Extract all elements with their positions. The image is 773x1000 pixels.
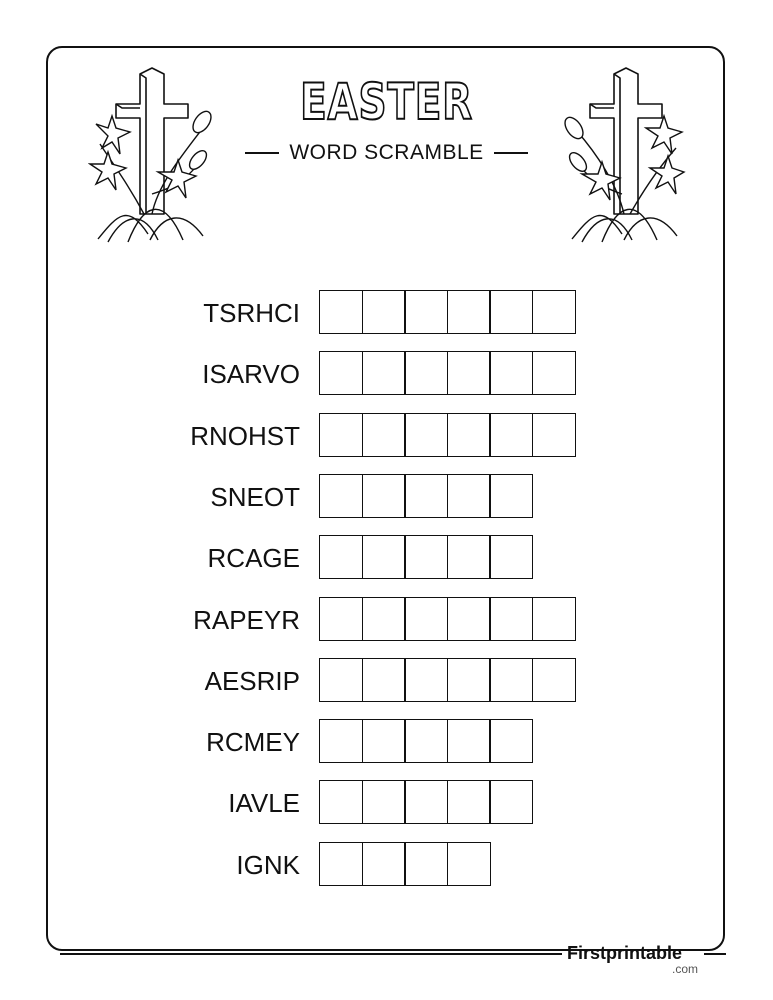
letter-box[interactable] — [489, 474, 533, 518]
subtitle-dash-left — [245, 152, 279, 154]
letter-box[interactable] — [404, 842, 448, 886]
brand-name: Firstprintable — [567, 943, 683, 963]
letter-box[interactable] — [319, 719, 363, 763]
letter-box[interactable] — [489, 535, 533, 579]
letter-box[interactable] — [319, 597, 363, 641]
answer-boxes — [319, 535, 532, 579]
letter-box[interactable] — [532, 351, 576, 395]
letter-box[interactable] — [447, 780, 491, 824]
scrambled-word: RAPEYR — [193, 604, 300, 635]
letter-box[interactable] — [447, 351, 491, 395]
page-title: EASTER — [300, 73, 473, 131]
brand-line-left — [60, 953, 562, 955]
letter-box[interactable] — [362, 535, 406, 579]
scrambled-word: TSRHCI — [203, 298, 300, 328]
letter-box[interactable] — [319, 658, 363, 702]
brand-suffix: .com — [672, 962, 699, 976]
letter-box[interactable] — [362, 351, 406, 395]
puzzle-row — [0, 290, 773, 336]
letter-box[interactable] — [447, 658, 491, 702]
letter-box[interactable] — [489, 351, 533, 395]
letter-box[interactable] — [532, 597, 576, 641]
puzzle-row — [0, 351, 773, 397]
puzzle-row — [0, 474, 773, 520]
letter-box[interactable] — [404, 535, 448, 579]
letter-box[interactable] — [532, 290, 576, 334]
letter-box[interactable] — [404, 351, 448, 395]
letter-box[interactable] — [532, 658, 576, 702]
scrambled-word: IGNK — [236, 849, 300, 880]
letter-box[interactable] — [362, 597, 406, 641]
letter-box[interactable] — [532, 413, 576, 457]
answer-boxes — [319, 658, 574, 702]
letter-box[interactable] — [489, 780, 533, 824]
letter-box[interactable] — [319, 413, 363, 457]
letter-box[interactable] — [404, 658, 448, 702]
letter-box[interactable] — [489, 658, 533, 702]
answer-boxes — [319, 780, 532, 824]
answer-boxes — [319, 474, 532, 518]
letter-box[interactable] — [447, 842, 491, 886]
scrambled-word: AESRIP — [204, 665, 300, 696]
letter-box[interactable] — [362, 780, 406, 824]
scrambled-word: ISARVO — [202, 359, 300, 390]
letter-box[interactable] — [447, 719, 491, 763]
letter-box[interactable] — [362, 290, 406, 334]
answer-boxes — [319, 719, 532, 763]
answer-boxes — [319, 842, 489, 886]
puzzle-row — [0, 842, 773, 888]
letter-box[interactable] — [447, 290, 491, 334]
letter-box[interactable] — [489, 290, 533, 334]
letter-box[interactable] — [362, 658, 406, 702]
puzzle-row — [0, 597, 773, 643]
puzzle-row — [0, 719, 773, 765]
answer-boxes — [319, 413, 574, 457]
letter-box[interactable] — [404, 780, 448, 824]
letter-box[interactable] — [404, 719, 448, 763]
letter-box[interactable] — [447, 413, 491, 457]
scrambled-word: RCMEY — [206, 727, 300, 758]
letter-box[interactable] — [362, 719, 406, 763]
answer-boxes — [319, 351, 574, 395]
letter-box[interactable] — [447, 474, 491, 518]
letter-box[interactable] — [319, 351, 363, 395]
letter-box[interactable] — [319, 535, 363, 579]
letter-box[interactable] — [362, 474, 406, 518]
scrambled-word: RCAGE — [207, 543, 300, 574]
letter-box[interactable] — [404, 413, 448, 457]
puzzle-row — [0, 413, 773, 459]
puzzle-row — [0, 535, 773, 581]
letter-box[interactable] — [362, 413, 406, 457]
letter-box[interactable] — [319, 290, 363, 334]
letter-box[interactable] — [489, 413, 533, 457]
puzzle-row — [0, 658, 773, 704]
letter-box[interactable] — [319, 474, 363, 518]
letter-box[interactable] — [319, 842, 363, 886]
letter-box[interactable] — [447, 535, 491, 579]
page-subtitle — [0, 140, 773, 166]
scrambled-word: SNEOT — [210, 481, 300, 512]
answer-boxes — [319, 290, 574, 334]
subtitle-text: WORD SCRAMBLE — [289, 141, 484, 164]
subtitle-dash-right — [494, 152, 528, 154]
brand-line-right — [704, 953, 726, 955]
letter-box[interactable] — [404, 474, 448, 518]
letter-box[interactable] — [319, 780, 363, 824]
letter-box[interactable] — [362, 842, 406, 886]
scrambled-word: IAVLE — [228, 788, 300, 819]
answer-boxes — [319, 597, 574, 641]
letter-box[interactable] — [447, 597, 491, 641]
letter-box[interactable] — [404, 290, 448, 334]
scrambled-word: RNOHST — [190, 420, 300, 451]
letter-box[interactable] — [489, 719, 533, 763]
letter-box[interactable] — [489, 597, 533, 641]
letter-box[interactable] — [404, 597, 448, 641]
puzzle-row — [0, 780, 773, 826]
